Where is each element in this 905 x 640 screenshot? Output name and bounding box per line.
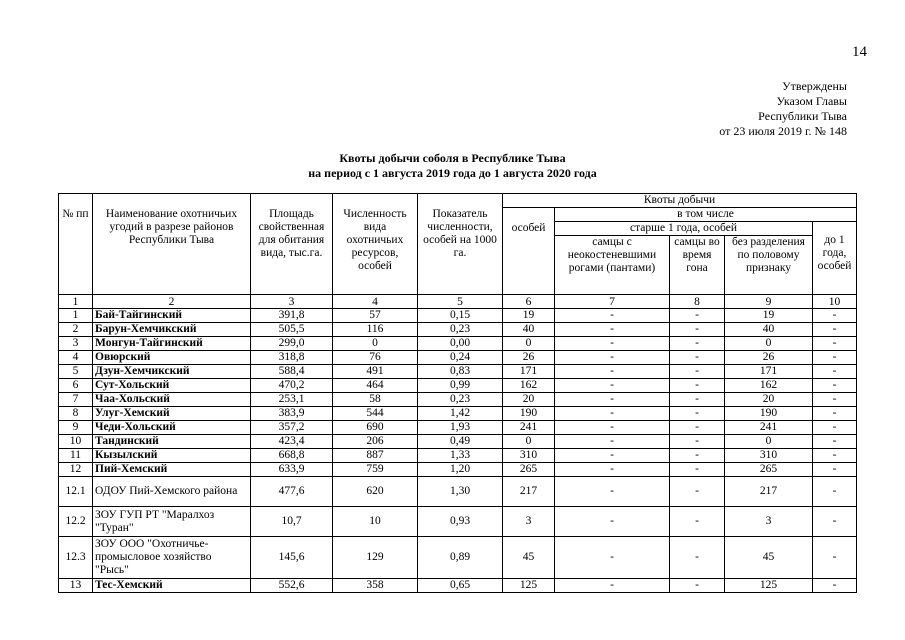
quota-males-rut: - bbox=[670, 421, 725, 435]
quota-under-1y: - bbox=[813, 463, 857, 477]
quota-males-antlers: - bbox=[555, 579, 670, 593]
density-value: 0,00 bbox=[418, 337, 503, 351]
header-no-sex-split: без разделения по половому признаку bbox=[725, 236, 813, 295]
column-number: 9 bbox=[725, 295, 813, 309]
quota-males-rut: - bbox=[670, 365, 725, 379]
quota-individuals: 310 bbox=[503, 449, 555, 463]
table-row bbox=[59, 579, 857, 593]
quota-individuals: 40 bbox=[503, 323, 555, 337]
population-count: 887 bbox=[333, 449, 418, 463]
area-name: ЗОУ ООО "Охотничье-промысловое хозяйство "Рысь" bbox=[93, 537, 251, 579]
quota-no-sex-split: 171 bbox=[725, 365, 813, 379]
quota-under-1y: - bbox=[813, 351, 857, 365]
row-number: 7 bbox=[59, 393, 93, 407]
column-number: 3 bbox=[251, 295, 333, 309]
quota-individuals: 45 bbox=[503, 537, 555, 579]
quota-males-rut: - bbox=[670, 435, 725, 449]
quota-no-sex-split: 0 bbox=[725, 337, 813, 351]
table-row bbox=[59, 407, 857, 421]
page-number: 14 bbox=[852, 44, 867, 60]
table-row bbox=[59, 323, 857, 337]
quota-under-1y: - bbox=[813, 309, 857, 323]
row-number: 13 bbox=[59, 579, 93, 593]
header-area: Площадь свойственная для обитания вида, тыс.га. bbox=[251, 194, 333, 295]
quota-individuals: 0 bbox=[503, 435, 555, 449]
row-number: 11 bbox=[59, 449, 93, 463]
quota-males-antlers: - bbox=[555, 393, 670, 407]
quota-individuals: 162 bbox=[503, 379, 555, 393]
density-value: 1,93 bbox=[418, 421, 503, 435]
habitat-area: 383,9 bbox=[251, 407, 333, 421]
quota-under-1y: - bbox=[813, 537, 857, 579]
population-count: 620 bbox=[333, 477, 418, 507]
column-number: 1 bbox=[59, 295, 93, 309]
density-value: 0,23 bbox=[418, 393, 503, 407]
quota-individuals: 265 bbox=[503, 463, 555, 477]
quota-individuals: 0 bbox=[503, 337, 555, 351]
quota-under-1y: - bbox=[813, 477, 857, 507]
quota-no-sex-split: 20 bbox=[725, 393, 813, 407]
density-value: 0,23 bbox=[418, 323, 503, 337]
quota-no-sex-split: 19 bbox=[725, 309, 813, 323]
habitat-area: 470,2 bbox=[251, 379, 333, 393]
quota-individuals: 217 bbox=[503, 477, 555, 507]
quota-males-antlers: - bbox=[555, 407, 670, 421]
quota-under-1y: - bbox=[813, 449, 857, 463]
quota-males-rut: - bbox=[670, 507, 725, 537]
column-number: 6 bbox=[503, 295, 555, 309]
habitat-area: 318,8 bbox=[251, 351, 333, 365]
quota-individuals: 20 bbox=[503, 393, 555, 407]
area-name: Тандинский bbox=[93, 435, 251, 449]
population-count: 759 bbox=[333, 463, 418, 477]
header-population: Численность вида охотничьих ресурсов, особей bbox=[333, 194, 418, 295]
quota-males-rut: - bbox=[670, 463, 725, 477]
area-name: Улуг-Хемский bbox=[93, 407, 251, 421]
density-value: 0,83 bbox=[418, 365, 503, 379]
habitat-area: 299,0 bbox=[251, 337, 333, 351]
quota-males-rut: - bbox=[670, 393, 725, 407]
header-density: Показатель численности, особей на 1000 га. bbox=[418, 194, 503, 295]
quota-individuals: 19 bbox=[503, 309, 555, 323]
quota-males-antlers: - bbox=[555, 507, 670, 537]
population-count: 358 bbox=[333, 579, 418, 593]
density-value: 0,93 bbox=[418, 507, 503, 537]
quota-individuals: 241 bbox=[503, 421, 555, 435]
table-row bbox=[59, 309, 857, 323]
row-number: 6 bbox=[59, 379, 93, 393]
quota-no-sex-split: 310 bbox=[725, 449, 813, 463]
quota-males-rut: - bbox=[670, 351, 725, 365]
quota-males-antlers: - bbox=[555, 477, 670, 507]
approval-block bbox=[719, 79, 847, 139]
table-row bbox=[59, 393, 857, 407]
habitat-area: 668,8 bbox=[251, 449, 333, 463]
row-number: 12.1 bbox=[59, 477, 93, 507]
population-count: 491 bbox=[333, 365, 418, 379]
column-number-row bbox=[59, 295, 857, 309]
table-row bbox=[59, 449, 857, 463]
row-number: 12 bbox=[59, 463, 93, 477]
title-line: Квоты добычи соболя в Республике Тыва bbox=[339, 151, 566, 165]
population-count: 544 bbox=[333, 407, 418, 421]
header-males-antlers: самцы с неокостеневшими рогами (пантами) bbox=[555, 236, 670, 295]
habitat-area: 505,5 bbox=[251, 323, 333, 337]
population-count: 116 bbox=[333, 323, 418, 337]
quota-no-sex-split: 265 bbox=[725, 463, 813, 477]
column-number: 4 bbox=[333, 295, 418, 309]
density-value: 0,15 bbox=[418, 309, 503, 323]
quota-individuals: 26 bbox=[503, 351, 555, 365]
table-row bbox=[59, 463, 857, 477]
row-number: 9 bbox=[59, 421, 93, 435]
area-name: Сут-Хольский bbox=[93, 379, 251, 393]
quota-individuals: 190 bbox=[503, 407, 555, 421]
quota-under-1y: - bbox=[813, 507, 857, 537]
population-count: 464 bbox=[333, 379, 418, 393]
table-row bbox=[59, 507, 857, 537]
quota-under-1y: - bbox=[813, 407, 857, 421]
column-number: 8 bbox=[670, 295, 725, 309]
quota-males-rut: - bbox=[670, 477, 725, 507]
population-count: 10 bbox=[333, 507, 418, 537]
row-number: 10 bbox=[59, 435, 93, 449]
quota-males-rut: - bbox=[670, 407, 725, 421]
density-value: 0,99 bbox=[418, 379, 503, 393]
density-value: 0,89 bbox=[418, 537, 503, 579]
quota-no-sex-split: 45 bbox=[725, 537, 813, 579]
density-value: 0,24 bbox=[418, 351, 503, 365]
quota-no-sex-split: 162 bbox=[725, 379, 813, 393]
header-num: № пп bbox=[59, 194, 93, 295]
quota-no-sex-split: 0 bbox=[725, 435, 813, 449]
quota-under-1y: - bbox=[813, 337, 857, 351]
area-name: Кызылский bbox=[93, 449, 251, 463]
row-number: 4 bbox=[59, 351, 93, 365]
habitat-area: 145,6 bbox=[251, 537, 333, 579]
habitat-area: 633,9 bbox=[251, 463, 333, 477]
row-number: 5 bbox=[59, 365, 93, 379]
quota-under-1y: - bbox=[813, 379, 857, 393]
habitat-area: 423,4 bbox=[251, 435, 333, 449]
header-older-1y: старше 1 года, особей bbox=[555, 222, 813, 236]
area-name: Бай-Тайгинский bbox=[93, 309, 251, 323]
table-row bbox=[59, 337, 857, 351]
column-number: 10 bbox=[813, 295, 857, 309]
row-number: 8 bbox=[59, 407, 93, 421]
approval-line: Республики Тыва bbox=[758, 109, 847, 123]
quota-under-1y: - bbox=[813, 579, 857, 593]
area-name: Барун-Хемчикский bbox=[93, 323, 251, 337]
column-number: 5 bbox=[418, 295, 503, 309]
population-count: 690 bbox=[333, 421, 418, 435]
quota-males-antlers: - bbox=[555, 421, 670, 435]
table-row bbox=[59, 537, 857, 579]
quota-males-rut: - bbox=[670, 309, 725, 323]
area-name: Дзун-Хемчикский bbox=[93, 365, 251, 379]
quota-under-1y: - bbox=[813, 393, 857, 407]
quota-no-sex-split: 217 bbox=[725, 477, 813, 507]
quota-males-antlers: - bbox=[555, 323, 670, 337]
quota-no-sex-split: 26 bbox=[725, 351, 813, 365]
document-title bbox=[0, 151, 905, 181]
quota-males-antlers: - bbox=[555, 337, 670, 351]
quota-no-sex-split: 125 bbox=[725, 579, 813, 593]
area-name: ОДОУ Пий-Хемского района bbox=[93, 477, 251, 507]
row-number: 12.2 bbox=[59, 507, 93, 537]
population-count: 0 bbox=[333, 337, 418, 351]
header-name: Наименование охотничьих угодий в разрезе районов Республики Тыва bbox=[93, 194, 251, 295]
table-row bbox=[59, 421, 857, 435]
quota-males-antlers: - bbox=[555, 537, 670, 579]
header-including: в том числе bbox=[555, 208, 857, 222]
quota-under-1y: - bbox=[813, 435, 857, 449]
table-row bbox=[59, 477, 857, 507]
quota-males-antlers: - bbox=[555, 463, 670, 477]
quota-under-1y: - bbox=[813, 421, 857, 435]
population-count: 57 bbox=[333, 309, 418, 323]
header-quotas: Квоты добычи bbox=[503, 194, 857, 208]
row-number: 2 bbox=[59, 323, 93, 337]
quota-under-1y: - bbox=[813, 365, 857, 379]
population-count: 76 bbox=[333, 351, 418, 365]
quota-males-rut: - bbox=[670, 323, 725, 337]
quota-males-rut: - bbox=[670, 379, 725, 393]
area-name: Тес-Хемский bbox=[93, 579, 251, 593]
approval-line: Указом Главы bbox=[776, 94, 847, 108]
habitat-area: 253,1 bbox=[251, 393, 333, 407]
habitat-area: 391,8 bbox=[251, 309, 333, 323]
density-value: 0,49 bbox=[418, 435, 503, 449]
quota-males-antlers: - bbox=[555, 449, 670, 463]
quota-males-antlers: - bbox=[555, 309, 670, 323]
quota-males-rut: - bbox=[670, 579, 725, 593]
area-name: Чаа-Хольский bbox=[93, 393, 251, 407]
table-row bbox=[59, 379, 857, 393]
quota-males-rut: - bbox=[670, 337, 725, 351]
area-name: Овюрский bbox=[93, 351, 251, 365]
approval-line: от 23 июля 2019 г. № 148 bbox=[719, 124, 847, 138]
quota-no-sex-split: 40 bbox=[725, 323, 813, 337]
table-row bbox=[59, 351, 857, 365]
quota-under-1y: - bbox=[813, 323, 857, 337]
population-count: 206 bbox=[333, 435, 418, 449]
row-number: 3 bbox=[59, 337, 93, 351]
quota-males-antlers: - bbox=[555, 351, 670, 365]
title-line: на период с 1 августа 2019 года до 1 августа 2020 года bbox=[308, 166, 597, 180]
area-name: ЗОУ ГУП РТ "Маралхоз "Туран" bbox=[93, 507, 251, 537]
row-number: 12.3 bbox=[59, 537, 93, 579]
quota-individuals: 3 bbox=[503, 507, 555, 537]
density-value: 1,30 bbox=[418, 477, 503, 507]
header-individuals: особей bbox=[503, 208, 555, 295]
area-name: Монгун-Тайгинский bbox=[93, 337, 251, 351]
density-value: 1,33 bbox=[418, 449, 503, 463]
quota-table bbox=[58, 193, 857, 593]
population-count: 129 bbox=[333, 537, 418, 579]
approval-line: Утверждены bbox=[782, 79, 847, 93]
habitat-area: 552,6 bbox=[251, 579, 333, 593]
table-row bbox=[59, 435, 857, 449]
quota-no-sex-split: 3 bbox=[725, 507, 813, 537]
quota-males-antlers: - bbox=[555, 365, 670, 379]
column-number: 2 bbox=[93, 295, 251, 309]
habitat-area: 10,7 bbox=[251, 507, 333, 537]
population-count: 58 bbox=[333, 393, 418, 407]
quota-no-sex-split: 190 bbox=[725, 407, 813, 421]
column-number: 7 bbox=[555, 295, 670, 309]
habitat-area: 588,4 bbox=[251, 365, 333, 379]
quota-individuals: 125 bbox=[503, 579, 555, 593]
quota-males-antlers: - bbox=[555, 435, 670, 449]
quota-males-rut: - bbox=[670, 449, 725, 463]
header-males-rut: самцы во время гона bbox=[670, 236, 725, 295]
density-value: 1,20 bbox=[418, 463, 503, 477]
habitat-area: 477,6 bbox=[251, 477, 333, 507]
quota-males-antlers: - bbox=[555, 379, 670, 393]
row-number: 1 bbox=[59, 309, 93, 323]
density-value: 0,65 bbox=[418, 579, 503, 593]
density-value: 1,42 bbox=[418, 407, 503, 421]
quota-no-sex-split: 241 bbox=[725, 421, 813, 435]
table-row bbox=[59, 365, 857, 379]
area-name: Чеди-Хольский bbox=[93, 421, 251, 435]
header-under-1y: до 1 года, особей bbox=[813, 222, 857, 295]
habitat-area: 357,2 bbox=[251, 421, 333, 435]
quota-males-rut: - bbox=[670, 537, 725, 579]
area-name: Пий-Хемский bbox=[93, 463, 251, 477]
quota-individuals: 171 bbox=[503, 365, 555, 379]
